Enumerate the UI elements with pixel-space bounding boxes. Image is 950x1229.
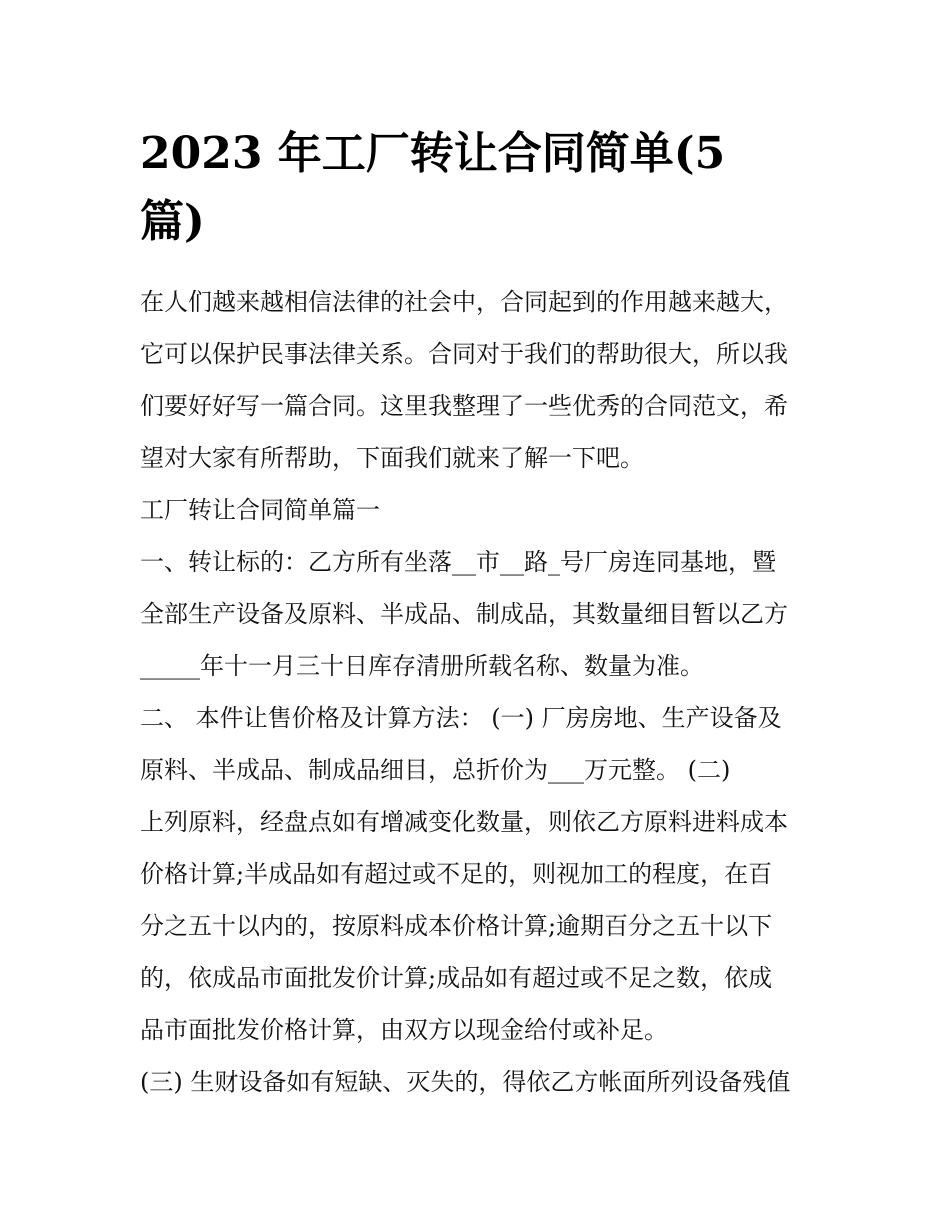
paragraph-line: 一、转让标的：乙方所有坐落__市__路_号厂房连同基地，暨 (140, 548, 776, 576)
title-line-1: 2023 年工厂转让合同简单(5 (140, 128, 726, 179)
paragraph-line: 的，依成品市面批发价计算;成品如有超过或不足之数，依成 (140, 964, 773, 992)
paragraph-line: 望对大家有所帮助，下面我们就来了解一下吧。 (140, 444, 644, 472)
paragraph-line: (三) 生财设备如有短缺、灭失的，得依乙方帐面所列设备残值 (140, 1068, 791, 1096)
document-body (140, 276, 830, 1108)
document-title (140, 120, 830, 256)
paragraph-line: _____年十一月三十日库存清册所载名称、数量为准。 (140, 652, 704, 680)
paragraph-line: 在人们越来越相信法律的社会中，合同起到的作用越来越大， (140, 288, 788, 316)
paragraph-line: 全部生产设备及原料、半成品、制成品，其数量细目暂以乙方 (140, 600, 788, 628)
paragraph-line: 价格计算;半成品如有超过或不足的，则视加工的程度，在百 (140, 860, 773, 888)
section-heading: 工厂转让合同简单篇一 (140, 496, 380, 524)
paragraph-line: 品市面批发价格计算，由双方以现金给付或补足。 (140, 1016, 668, 1044)
paragraph-line: 原料、半成品、制成品细目，总折价为___万元整。 (二) (140, 756, 731, 784)
paragraph-line: 们要好好写一篇合同。这里我整理了一些优秀的合同范文，希 (140, 392, 788, 420)
paragraph-line: 上列原料，经盘点如有增减变化数量，则依乙方原料进料成本 (140, 808, 788, 836)
paragraph-line: 它可以保护民事法律关系。合同对于我们的帮助很大，所以我 (140, 340, 788, 368)
paragraph-line: 分之五十以内的，按原料成本价格计算;逾期百分之五十以下 (140, 912, 773, 940)
paragraph-line: 二、 本件让售价格及计算方法： (一) 厂房房地、生产设备及 (140, 704, 782, 732)
title-line-2: 篇) (140, 196, 205, 247)
